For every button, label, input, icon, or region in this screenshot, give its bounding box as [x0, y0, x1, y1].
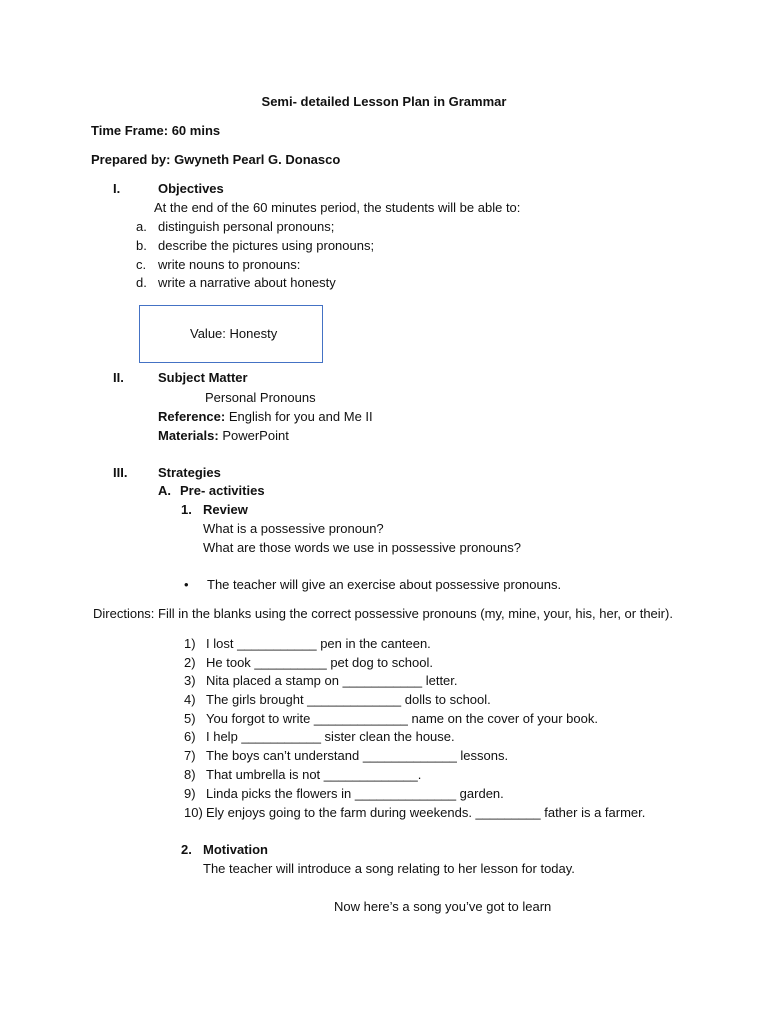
exercise-marker: 4): [184, 692, 196, 707]
reference-label: Reference:: [158, 409, 226, 424]
objective-marker: d.: [136, 275, 147, 290]
prepared-by-line: [91, 151, 340, 169]
objective-text: write a narrative about honesty: [158, 275, 336, 290]
pre-activities-text: Pre- activities: [180, 483, 265, 498]
document-title: Semi- detailed Lesson Plan in Grammar: [261, 94, 507, 109]
time-frame-label: Time Frame:: [91, 123, 169, 138]
objective-item: [136, 256, 300, 274]
objectives-intro: At the end of the 60 minutes period, the students will be able to:: [154, 200, 521, 215]
prepared-by-value: Gwyneth Pearl G. Donasco: [174, 152, 341, 167]
prepared-by-label: Prepared by:: [91, 152, 171, 167]
exercise-item: [184, 654, 433, 672]
bullet-text: The teacher will give an exercise about possessive pronouns.: [207, 577, 562, 592]
time-frame-value: 60 mins: [171, 123, 221, 138]
materials-value: PowerPoint: [222, 428, 289, 443]
exercise-item: [184, 766, 421, 784]
materials-line: [158, 427, 289, 445]
motivation-text: Motivation: [203, 842, 268, 857]
bullet-symbol: •: [184, 577, 189, 592]
reference-value: English for you and Me II: [228, 409, 373, 424]
exercise-text: The girls brought _____________ dolls to school.: [206, 692, 491, 707]
exercise-item: [184, 691, 491, 709]
exercise-bullet-line: [184, 576, 561, 594]
exercise-text: I help ___________ sister clean the house.: [206, 729, 455, 744]
pre-activities-heading: [158, 482, 265, 500]
objective-text: write nouns to pronouns:: [158, 257, 301, 272]
exercise-item: [184, 728, 455, 746]
value-box: [139, 305, 323, 363]
exercise-marker: 7): [184, 748, 196, 763]
exercise-item: [184, 710, 598, 728]
value-box-text: Value: Honesty: [190, 326, 278, 341]
exercise-marker: 5): [184, 711, 196, 726]
objective-marker: a.: [136, 219, 147, 234]
motivation-description: The teacher will introduce a song relating to her lesson for today.: [203, 861, 575, 876]
exercise-marker: 9): [184, 786, 196, 801]
materials-label: Materials:: [158, 428, 219, 443]
reference-line: [158, 408, 373, 426]
section2-heading: Subject Matter: [158, 370, 248, 385]
review-text: Review: [203, 502, 248, 517]
objective-text: distinguish personal pronouns;: [158, 219, 335, 234]
exercise-item: [184, 672, 458, 690]
review-marker: 1.: [181, 502, 192, 517]
exercise-text: You forgot to write _____________ name on the cover of your book.: [206, 711, 598, 726]
section3-numeral: III.: [113, 465, 128, 480]
objective-text: describe the pictures using pronouns;: [158, 238, 375, 253]
subject-topic: Personal Pronouns: [205, 390, 316, 405]
exercise-item: [184, 747, 508, 765]
objective-item: [136, 218, 334, 236]
motivation-marker: 2.: [181, 842, 192, 857]
exercise-text: Nita placed a stamp on ___________ letter.: [206, 673, 458, 688]
exercise-marker: 6): [184, 729, 196, 744]
motivation-heading: [181, 841, 268, 859]
section1-numeral: I.: [113, 181, 121, 196]
exercise-marker: 10): [184, 805, 203, 820]
objective-item: [136, 274, 336, 292]
exercise-directions: Directions: Fill in the blanks using the correct possessive pronouns (my, mine, your, his, her, or their).: [93, 606, 673, 621]
section2-numeral: II.: [113, 370, 124, 385]
objective-marker: c.: [136, 257, 147, 272]
pre-activities-marker: A.: [158, 483, 171, 498]
review-question: What is a possessive pronoun?: [203, 521, 384, 536]
song-line: Now here’s a song you’ve got to learn: [334, 899, 552, 914]
exercise-item: [184, 635, 431, 653]
exercise-marker: 1): [184, 636, 196, 651]
exercise-text: That umbrella is not _____________.: [206, 767, 422, 782]
objective-item: [136, 237, 374, 255]
review-heading: [181, 501, 248, 519]
exercise-item: [184, 785, 504, 803]
exercise-text: The boys can’t understand _____________ lessons.: [206, 748, 509, 763]
exercise-marker: 2): [184, 655, 196, 670]
exercise-text: He took __________ pet dog to school.: [206, 655, 433, 670]
review-question: What are those words we use in possessive pronouns?: [203, 540, 521, 555]
exercise-item: [184, 804, 645, 822]
exercise-text: I lost ___________ pen in the canteen.: [206, 636, 431, 651]
exercise-text: Ely enjoys going to the farm during weekends. _________ father is a farmer.: [206, 805, 646, 820]
time-frame-line: [91, 122, 220, 140]
section3-heading: Strategies: [158, 465, 221, 480]
exercise-marker: 3): [184, 673, 196, 688]
exercise-marker: 8): [184, 767, 196, 782]
objective-marker: b.: [136, 238, 147, 253]
exercise-text: Linda picks the flowers in ______________ garden.: [206, 786, 504, 801]
section1-heading: Objectives: [158, 181, 224, 196]
